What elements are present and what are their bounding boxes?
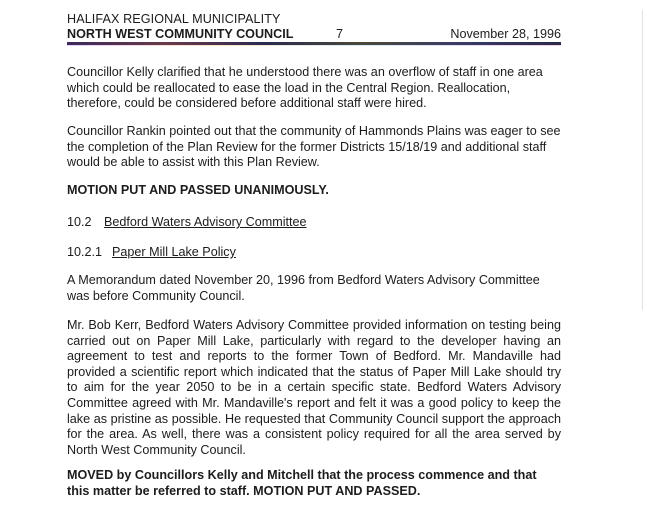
page-number: 7 (336, 27, 344, 41)
page-edge-line (642, 10, 643, 310)
meeting-date: November 28, 1996 (450, 27, 561, 41)
subsection-number: 10.2.1 (67, 245, 103, 259)
header-divider-shadow (67, 45, 561, 46)
subsection-heading-10-2-1 (67, 245, 236, 260)
header-row (67, 27, 561, 43)
paragraph-rankin: Councillor Rankin pointed out that the community of Hammonds Plains was eager to see the completion of the Plan Review for the former Districts 15/18/19 and additional staff would be able to assist with this Plan Review. (67, 124, 561, 170)
subsection-title: Paper Mill Lake Policy (112, 245, 236, 259)
paragraph-kelly: Councillor Kelly clarified that he understood there was an overflow of staff in one area which could be reallocated to ease the load in the Central Region. Reallocation, therefore, could be considered before additional staff were hired. (67, 65, 543, 111)
document-header (67, 12, 561, 43)
council-name: NORTH WEST COMMUNITY COUNCIL (67, 27, 294, 41)
paragraph-kerr: Mr. Bob Kerr, Bedford Waters Advisory Committee provided information on testing being carried out on Paper Mill Lake, particularly with regard to the developer having an agreement to test and reports to the former Town of Bedford. Mr. Mandaville had provided a scientific report which indicated that the status of Paper Mill Lake should try to aim for the year 2050 to be in a certain specific state. Bedford Waters Advisory Committee agreed with Mr. Mandaville's report and felt it was a good policy to keep the lake as pristine as possible. He requested that Community Council support the approach for the area. As well, there was a consistent policy required for all the area served by North West Community Council. (67, 318, 561, 457)
organization-name: HALIFAX REGIONAL MUNICIPALITY (67, 12, 281, 26)
paragraph-memorandum: A Memorandum dated November 20, 1996 from Bedford Waters Advisory Committee was before Community Council. (67, 273, 540, 303)
motion-moved: MOVED by Councillors Kelly and Mitchell that the process commence and that this matter be referred to staff. MOTION PUT AND PASSED. (67, 468, 537, 498)
motion-unanimous: MOTION PUT AND PASSED UNANIMOUSLY. (67, 183, 329, 197)
section-heading-10-2 (67, 215, 307, 230)
section-number: 10.2 (67, 215, 92, 229)
section-title: Bedford Waters Advisory Committee (104, 215, 307, 229)
